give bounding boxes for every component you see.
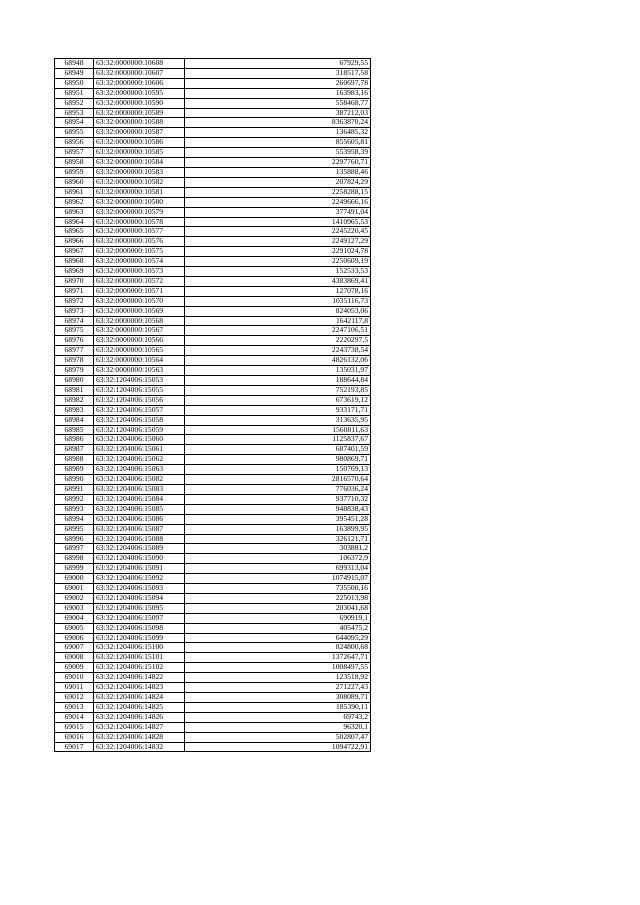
cadastral-value-cell: 405475,2 — [185, 623, 371, 633]
cadastral-number-cell: 63:32:0000000:10590 — [94, 98, 185, 108]
row-number-cell: 69009 — [55, 663, 94, 673]
cadastral-value-cell: 1642117,8 — [185, 316, 371, 326]
cadastral-number-cell: 63:32:1204006:15097 — [94, 613, 185, 623]
table-row — [55, 475, 371, 485]
cadastral-number-cell: 63:32:1204006:15063 — [94, 465, 185, 475]
row-number-cell: 68958 — [55, 158, 94, 168]
row-number-cell: 69004 — [55, 613, 94, 623]
row-number-cell: 68971 — [55, 286, 94, 296]
cadastral-number-cell: 63:32:0000000:10573 — [94, 267, 185, 277]
cadastral-number-cell: 63:32:0000000:10588 — [94, 118, 185, 128]
cadastral-value-cell: 1094722,91 — [185, 742, 371, 752]
table-row — [55, 623, 371, 633]
cadastral-value-cell: 2816570,64 — [185, 475, 371, 485]
cadastral-value-cell: 687401,59 — [185, 445, 371, 455]
cadastral-number-cell: 63:32:1204006:15093 — [94, 584, 185, 594]
cadastral-value-cell: 163983,16 — [185, 88, 371, 98]
table-row — [55, 544, 371, 554]
cadastral-value-cell: 735500,16 — [185, 584, 371, 594]
cadastral-value-cell: 188644,84 — [185, 376, 371, 386]
table-row — [55, 742, 371, 752]
cadastral-number-cell: 63:32:1204006:15085 — [94, 504, 185, 514]
cadastral-number-cell: 63:32:1204006:15099 — [94, 633, 185, 643]
row-number-cell: 68978 — [55, 356, 94, 366]
row-number-cell: 68959 — [55, 167, 94, 177]
row-number-cell: 68972 — [55, 296, 94, 306]
cadastral-number-cell: 63:32:0000000:10566 — [94, 336, 185, 346]
row-number-cell: 68985 — [55, 425, 94, 435]
table-row — [55, 722, 371, 732]
cadastral-number-cell: 63:32:0000000:10607 — [94, 68, 185, 78]
table-row — [55, 207, 371, 217]
cadastral-number-cell: 63:32:1204006:15094 — [94, 593, 185, 603]
cadastral-value-cell: 2220297,5 — [185, 336, 371, 346]
table-row — [55, 673, 371, 683]
table-row — [55, 296, 371, 306]
table-row — [55, 702, 371, 712]
table-row — [55, 385, 371, 395]
cadastral-value-cell: 2291024,78 — [185, 247, 371, 257]
cadastral-number-cell: 63:32:1204006:15055 — [94, 385, 185, 395]
table-row — [55, 465, 371, 475]
row-number-cell: 69000 — [55, 574, 94, 584]
row-number-cell: 69017 — [55, 742, 94, 752]
table-row — [55, 247, 371, 257]
table-row — [55, 187, 371, 197]
cadastral-number-cell: 63:32:1204006:15083 — [94, 484, 185, 494]
cadastral-number-cell: 63:32:0000000:10567 — [94, 326, 185, 336]
row-number-cell: 69015 — [55, 722, 94, 732]
cadastral-number-cell: 63:32:0000000:10608 — [94, 59, 185, 69]
cadastral-number-cell: 63:32:1204006:14823 — [94, 683, 185, 693]
row-number-cell: 68962 — [55, 197, 94, 207]
cadastral-value-cell: 855605,81 — [185, 138, 371, 148]
cadastral-number-cell: 63:32:1204006:15082 — [94, 475, 185, 485]
cadastral-number-cell: 63:32:0000000:10579 — [94, 207, 185, 217]
cadastral-value-cell: 2250609,19 — [185, 257, 371, 267]
cadastral-number-cell: 63:32:1204006:15058 — [94, 415, 185, 425]
row-number-cell: 69014 — [55, 712, 94, 722]
table-row — [55, 177, 371, 187]
table-row — [55, 534, 371, 544]
cadastral-number-cell: 63:32:1204006:14824 — [94, 693, 185, 703]
cadastral-number-cell: 63:32:1204006:15061 — [94, 445, 185, 455]
cadastral-number-cell: 63:32:0000000:10570 — [94, 296, 185, 306]
row-number-cell: 68960 — [55, 177, 94, 187]
cadastral-number-cell: 63:32:0000000:10564 — [94, 356, 185, 366]
cadastral-value-cell: 395451,28 — [185, 514, 371, 524]
table-row — [55, 633, 371, 643]
table-row — [55, 554, 371, 564]
cadastral-value-cell: 313635,95 — [185, 415, 371, 425]
table-row — [55, 643, 371, 653]
cadastral-value-cell: 1125837,67 — [185, 435, 371, 445]
row-number-cell: 68989 — [55, 465, 94, 475]
cadastral-value-cell: 207824,29 — [185, 177, 371, 187]
cadastral-value-cell: 933171,71 — [185, 405, 371, 415]
cadastral-number-cell: 63:32:1204006:15101 — [94, 653, 185, 663]
row-number-cell: 68987 — [55, 445, 94, 455]
cadastral-value-cell: 752193,85 — [185, 385, 371, 395]
cadastral-number-cell: 63:32:1204006:15087 — [94, 524, 185, 534]
row-number-cell: 68953 — [55, 108, 94, 118]
cadastral-number-cell: 63:32:0000000:10574 — [94, 257, 185, 267]
cadastral-number-cell: 63:32:0000000:10582 — [94, 177, 185, 187]
cadastral-value-cell: 2297760,71 — [185, 158, 371, 168]
row-number-cell: 68982 — [55, 395, 94, 405]
cadastral-number-cell: 63:32:1204006:15060 — [94, 435, 185, 445]
row-number-cell: 68975 — [55, 326, 94, 336]
row-number-cell: 68963 — [55, 207, 94, 217]
cadastral-value-cell: 96320,1 — [185, 722, 371, 732]
row-number-cell: 68952 — [55, 98, 94, 108]
table-row — [55, 128, 371, 138]
cadastral-number-cell: 63:32:0000000:10568 — [94, 316, 185, 326]
row-number-cell: 68969 — [55, 267, 94, 277]
cadastral-value-cell: 502807,47 — [185, 732, 371, 742]
cadastral-number-cell: 63:32:0000000:10569 — [94, 306, 185, 316]
row-number-cell: 69011 — [55, 683, 94, 693]
cadastral-value-cell: 69743,2 — [185, 712, 371, 722]
table-row — [55, 593, 371, 603]
cadastral-value-cell: 1008497,55 — [185, 663, 371, 673]
table-row — [55, 366, 371, 376]
table-row — [55, 158, 371, 168]
cadastral-number-cell: 63:32:1204006:15098 — [94, 623, 185, 633]
cadastral-number-cell: 63:32:0000000:10572 — [94, 276, 185, 286]
cadastral-number-cell: 63:32:1204006:15057 — [94, 405, 185, 415]
cadastral-value-cell: 2247106,51 — [185, 326, 371, 336]
cadastral-value-cell: 123518,92 — [185, 673, 371, 683]
cadastral-value-cell: 4383869,41 — [185, 276, 371, 286]
cadastral-number-cell: 63:32:1204006:15062 — [94, 455, 185, 465]
table-row — [55, 455, 371, 465]
cadastral-number-cell: 63:32:0000000:10595 — [94, 88, 185, 98]
table-row — [55, 524, 371, 534]
cadastral-value-cell: 553958,39 — [185, 148, 371, 158]
cadastral-number-cell: 63:32:1204006:15092 — [94, 574, 185, 584]
row-number-cell: 68949 — [55, 68, 94, 78]
cadastral-value-cell: 824053,06 — [185, 306, 371, 316]
table-row — [55, 603, 371, 613]
row-number-cell: 69006 — [55, 633, 94, 643]
cadastral-number-cell: 63:32:0000000:10563 — [94, 366, 185, 376]
cadastral-value-cell: 308089,71 — [185, 693, 371, 703]
row-number-cell: 69002 — [55, 593, 94, 603]
cadastral-value-cell: 1035116,73 — [185, 296, 371, 306]
table-row — [55, 68, 371, 78]
row-number-cell: 69013 — [55, 702, 94, 712]
cadastral-value-cell: 690919,1 — [185, 613, 371, 623]
cadastral-number-cell: 63:32:0000000:10575 — [94, 247, 185, 257]
table-row — [55, 425, 371, 435]
table-row — [55, 415, 371, 425]
cadastral-value-cell: 699313,04 — [185, 564, 371, 574]
row-number-cell: 68988 — [55, 455, 94, 465]
row-number-cell: 68991 — [55, 484, 94, 494]
cadastral-value-cell: 4826132,06 — [185, 356, 371, 366]
table-row — [55, 59, 371, 69]
cadastral-number-cell: 63:32:0000000:10565 — [94, 346, 185, 356]
cadastral-value-table — [54, 58, 371, 752]
cadastral-number-cell: 63:32:1204006:15100 — [94, 643, 185, 653]
cadastral-value-cell: 163899,95 — [185, 524, 371, 534]
row-number-cell: 68986 — [55, 435, 94, 445]
table-row — [55, 237, 371, 247]
row-number-cell: 68995 — [55, 524, 94, 534]
cadastral-value-cell: 136485,32 — [185, 128, 371, 138]
cadastral-value-cell: 1372647,71 — [185, 653, 371, 663]
cadastral-number-cell: 63:32:1204006:15056 — [94, 395, 185, 405]
table-row — [55, 138, 371, 148]
table-row — [55, 405, 371, 415]
table-row — [55, 326, 371, 336]
cadastral-number-cell: 63:32:1204006:15053 — [94, 376, 185, 386]
table-row — [55, 88, 371, 98]
cadastral-value-cell: 152533,53 — [185, 267, 371, 277]
table-row — [55, 435, 371, 445]
cadastral-number-cell: 63:32:1204006:14832 — [94, 742, 185, 752]
cadastral-number-cell: 63:32:1204006:15095 — [94, 603, 185, 613]
row-number-cell: 69016 — [55, 732, 94, 742]
cadastral-number-cell: 63:32:0000000:10587 — [94, 128, 185, 138]
row-number-cell: 68974 — [55, 316, 94, 326]
row-number-cell: 68984 — [55, 415, 94, 425]
table-row — [55, 653, 371, 663]
row-number-cell: 69008 — [55, 653, 94, 663]
table-row — [55, 267, 371, 277]
cadastral-number-cell: 63:32:1204006:15090 — [94, 554, 185, 564]
table-row — [55, 118, 371, 128]
cadastral-value-cell: 387212,03 — [185, 108, 371, 118]
row-number-cell: 68990 — [55, 475, 94, 485]
row-number-cell: 69001 — [55, 584, 94, 594]
table-row — [55, 732, 371, 742]
row-number-cell: 68961 — [55, 187, 94, 197]
row-number-cell: 68994 — [55, 514, 94, 524]
cadastral-number-cell: 63:32:0000000:10571 — [94, 286, 185, 296]
row-number-cell: 68979 — [55, 366, 94, 376]
cadastral-value-cell: 303881,2 — [185, 544, 371, 554]
table-row — [55, 336, 371, 346]
table-row — [55, 217, 371, 227]
cadastral-value-cell: 185390,11 — [185, 702, 371, 712]
cadastral-value-cell: 1410965,53 — [185, 217, 371, 227]
cadastral-number-cell: 63:32:1204006:14827 — [94, 722, 185, 732]
row-number-cell: 69010 — [55, 673, 94, 683]
cadastral-value-cell: 260697,78 — [185, 78, 371, 88]
cadastral-value-cell: 558468,77 — [185, 98, 371, 108]
table-row — [55, 148, 371, 158]
table-row — [55, 663, 371, 673]
row-number-cell: 68981 — [55, 385, 94, 395]
cadastral-number-cell: 63:32:1204006:14826 — [94, 712, 185, 722]
cadastral-number-cell: 63:32:1204006:15102 — [94, 663, 185, 673]
table-row — [55, 346, 371, 356]
row-number-cell: 68973 — [55, 306, 94, 316]
row-number-cell: 68965 — [55, 227, 94, 237]
row-number-cell: 68956 — [55, 138, 94, 148]
cadastral-number-cell: 63:32:1204006:14825 — [94, 702, 185, 712]
table-row — [55, 514, 371, 524]
row-number-cell: 68977 — [55, 346, 94, 356]
row-number-cell: 68966 — [55, 237, 94, 247]
cadastral-number-cell: 63:32:0000000:10577 — [94, 227, 185, 237]
row-number-cell: 68996 — [55, 534, 94, 544]
row-number-cell: 68993 — [55, 504, 94, 514]
row-number-cell: 68976 — [55, 336, 94, 346]
row-number-cell: 69012 — [55, 693, 94, 703]
cadastral-value-cell: 203041,68 — [185, 603, 371, 613]
cadastral-number-cell: 63:32:1204006:15086 — [94, 514, 185, 524]
table-row — [55, 167, 371, 177]
row-number-cell: 68980 — [55, 376, 94, 386]
table-row — [55, 712, 371, 722]
cadastral-value-cell: 377491,04 — [185, 207, 371, 217]
cadastral-number-cell: 63:32:0000000:10578 — [94, 217, 185, 227]
row-number-cell: 68997 — [55, 544, 94, 554]
cadastral-number-cell: 63:32:0000000:10584 — [94, 158, 185, 168]
cadastral-value-cell: 2249666,16 — [185, 197, 371, 207]
cadastral-value-cell: 135888,46 — [185, 167, 371, 177]
cadastral-number-cell: 63:32:1204006:15091 — [94, 564, 185, 574]
table-row — [55, 445, 371, 455]
table-row — [55, 683, 371, 693]
table-body — [55, 59, 371, 752]
table-row — [55, 564, 371, 574]
table-row — [55, 613, 371, 623]
cadastral-value-cell: 135031,97 — [185, 366, 371, 376]
table-row — [55, 276, 371, 286]
cadastral-number-cell: 63:32:0000000:10581 — [94, 187, 185, 197]
row-number-cell: 68957 — [55, 148, 94, 158]
table-row — [55, 356, 371, 366]
cadastral-value-cell: 8363870,24 — [185, 118, 371, 128]
cadastral-value-cell: 980869,71 — [185, 455, 371, 465]
cadastral-number-cell: 63:32:1204006:14822 — [94, 673, 185, 683]
cadastral-number-cell: 63:32:1204006:15059 — [94, 425, 185, 435]
row-number-cell: 68992 — [55, 494, 94, 504]
table-row — [55, 584, 371, 594]
table-row — [55, 484, 371, 494]
cadastral-value-cell: 225013,98 — [185, 593, 371, 603]
cadastral-number-cell: 63:32:0000000:10586 — [94, 138, 185, 148]
row-number-cell: 68954 — [55, 118, 94, 128]
cadastral-value-cell: 127078,16 — [185, 286, 371, 296]
cadastral-number-cell: 63:32:0000000:10606 — [94, 78, 185, 88]
cadastral-value-cell: 150769,13 — [185, 465, 371, 475]
table-row — [55, 98, 371, 108]
table-row — [55, 197, 371, 207]
table-row — [55, 78, 371, 88]
cadastral-value-cell: 776036,24 — [185, 484, 371, 494]
table-row — [55, 257, 371, 267]
table-row — [55, 494, 371, 504]
cadastral-value-cell: 2258288,15 — [185, 187, 371, 197]
cadastral-number-cell: 63:32:1204006:15084 — [94, 494, 185, 504]
table-row — [55, 286, 371, 296]
table-row — [55, 306, 371, 316]
row-number-cell: 69005 — [55, 623, 94, 633]
row-number-cell: 68951 — [55, 88, 94, 98]
cadastral-number-cell: 63:32:1204006:14828 — [94, 732, 185, 742]
table-row — [55, 693, 371, 703]
cadastral-value-cell: 318517,58 — [185, 68, 371, 78]
cadastral-value-cell: 644095,29 — [185, 633, 371, 643]
row-number-cell: 69007 — [55, 643, 94, 653]
cadastral-value-cell: 106372,9 — [185, 554, 371, 564]
table-row — [55, 395, 371, 405]
row-number-cell: 68955 — [55, 128, 94, 138]
table-row — [55, 504, 371, 514]
table-row — [55, 227, 371, 237]
cadastral-number-cell: 63:32:0000000:10583 — [94, 167, 185, 177]
row-number-cell: 68950 — [55, 78, 94, 88]
cadastral-value-cell: 326121,71 — [185, 534, 371, 544]
table-row — [55, 574, 371, 584]
cadastral-value-cell: 673619,12 — [185, 395, 371, 405]
cadastral-value-cell: 2245220,45 — [185, 227, 371, 237]
cadastral-number-cell: 63:32:1204006:15088 — [94, 534, 185, 544]
cadastral-value-cell: 2243738,54 — [185, 346, 371, 356]
cadastral-value-cell: 271227,43 — [185, 683, 371, 693]
row-number-cell: 68964 — [55, 217, 94, 227]
cadastral-number-cell: 63:32:0000000:10576 — [94, 237, 185, 247]
cadastral-value-cell: 948838,43 — [185, 504, 371, 514]
cadastral-value-cell: 1074915,07 — [185, 574, 371, 584]
cadastral-number-cell: 63:32:1204006:15089 — [94, 544, 185, 554]
cadastral-value-cell: 2249127,29 — [185, 237, 371, 247]
row-number-cell: 69003 — [55, 603, 94, 613]
row-number-cell: 68970 — [55, 276, 94, 286]
cadastral-value-cell: 824800,68 — [185, 643, 371, 653]
row-number-cell: 68983 — [55, 405, 94, 415]
row-number-cell: 68948 — [55, 59, 94, 69]
row-number-cell: 68967 — [55, 247, 94, 257]
table-row — [55, 108, 371, 118]
row-number-cell: 68999 — [55, 564, 94, 574]
table-row — [55, 376, 371, 386]
cadastral-value-cell: 937710,32 — [185, 494, 371, 504]
cadastral-value-cell: 1560811,63 — [185, 425, 371, 435]
cadastral-number-cell: 63:32:0000000:10580 — [94, 197, 185, 207]
cadastral-number-cell: 63:32:0000000:10589 — [94, 108, 185, 118]
cadastral-number-cell: 63:32:0000000:10585 — [94, 148, 185, 158]
row-number-cell: 68998 — [55, 554, 94, 564]
cadastral-value-cell: 67929,55 — [185, 59, 371, 69]
table-row — [55, 316, 371, 326]
row-number-cell: 68968 — [55, 257, 94, 267]
